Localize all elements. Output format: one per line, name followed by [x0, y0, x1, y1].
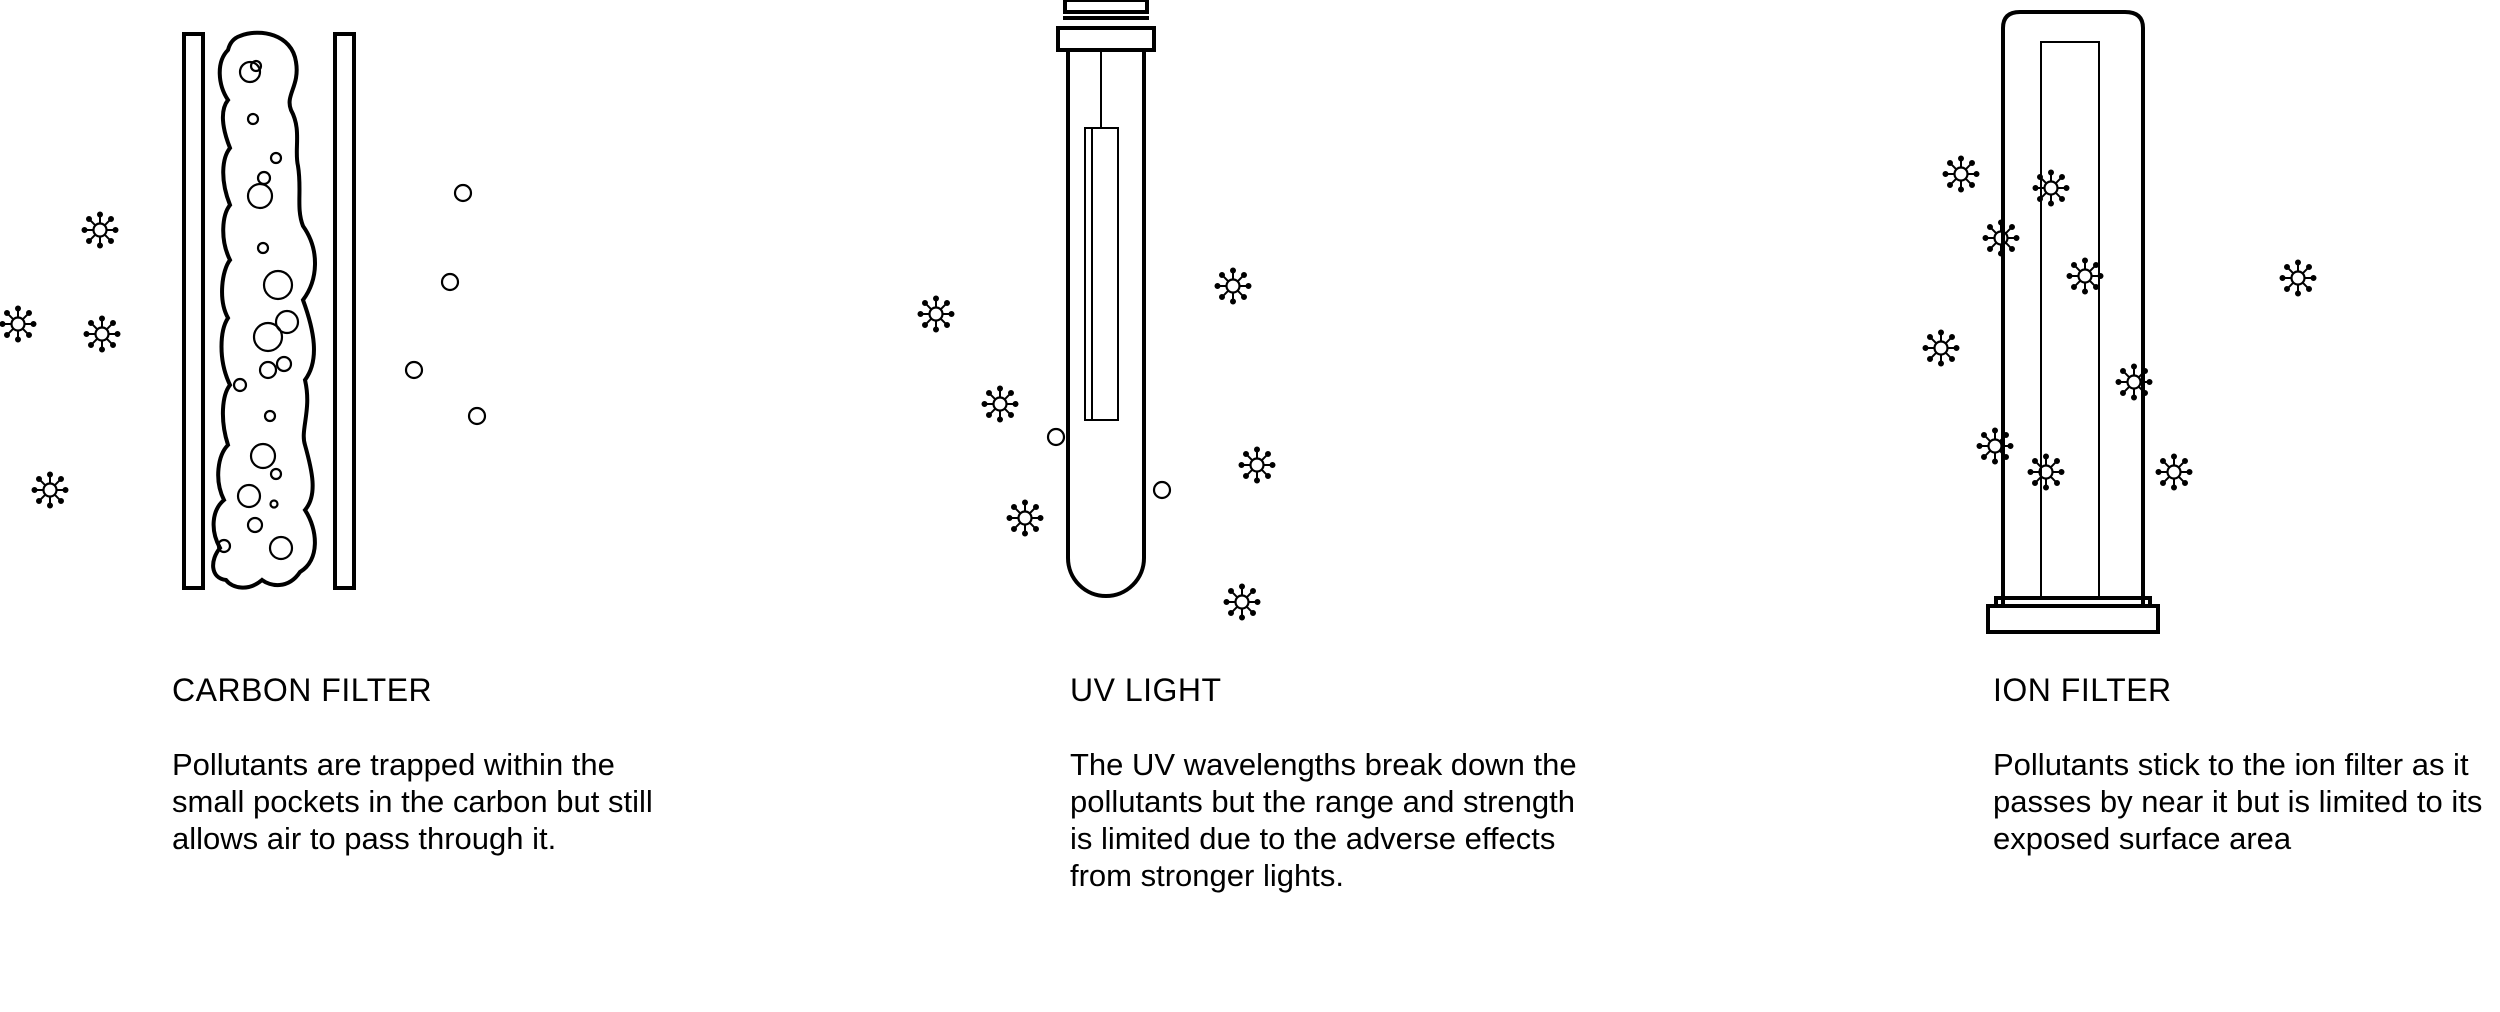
ion-filter-panel — [1900, 0, 2500, 1012]
ion-filter-core — [2041, 42, 2099, 598]
virus-icon — [2117, 365, 2152, 400]
virus-icon — [1944, 157, 1979, 192]
virus-icon — [1216, 269, 1251, 304]
panel-title: CARBON FILTER — [172, 672, 433, 708]
virus-icon — [2068, 259, 2103, 294]
pollutant-virus-icons — [1924, 157, 2316, 490]
carbon-filter-illustration — [0, 0, 620, 640]
virus-icon — [983, 387, 1018, 422]
panel-description: Pollutants are trapped within the small pockets in the carbon but still allows air to pass through it. — [172, 747, 653, 856]
virus-icon — [2029, 455, 2064, 490]
virus-icon — [1008, 501, 1043, 536]
virus-icon — [85, 317, 120, 352]
panel-title: ION FILTER — [1993, 672, 2172, 708]
carbon-pockets — [218, 61, 298, 559]
panel-description: Pollutants stick to the ion filter as it passes by near it but is limited to its exposed surface area — [1993, 747, 2483, 856]
ion-filter-housing — [1988, 12, 2158, 632]
panel-title: UV LIGHT — [1070, 672, 1222, 708]
filter-plate-right — [335, 34, 354, 588]
bubble-icon — [1154, 482, 1170, 498]
virus-icon — [83, 213, 118, 248]
uv-lamp — [1058, 0, 1154, 596]
bubble-icon — [442, 274, 458, 290]
virus-icon — [2034, 171, 2069, 206]
pollutant-virus-icons — [1, 213, 120, 508]
virus-icon — [1225, 585, 1260, 620]
uv-bulb-filament — [1085, 52, 1118, 420]
bubble-icon — [1048, 429, 1064, 445]
bubble-icon — [406, 362, 422, 378]
carbon-filter-panel — [0, 0, 653, 1012]
virus-icon — [2157, 455, 2192, 490]
virus-icon — [1240, 448, 1275, 483]
bubble-icon — [455, 185, 471, 201]
bubble-icon — [469, 408, 485, 424]
uv-light-illustration — [880, 0, 1500, 640]
virus-icon — [2281, 261, 2316, 296]
carbon-column — [213, 33, 315, 588]
clean-air-bubbles — [406, 185, 485, 424]
ion-filter-illustration — [1900, 0, 2500, 660]
virus-icon — [1, 307, 36, 342]
virus-icon — [919, 297, 954, 332]
virus-icon — [33, 473, 68, 508]
virus-icon — [1978, 429, 2013, 464]
pollutant-virus-icons — [919, 269, 1275, 620]
filter-plate-left — [184, 34, 203, 588]
uv-light-panel — [880, 0, 1577, 1012]
virus-icon — [1924, 331, 1959, 366]
panel-description: The UV wavelengths break down the pollutants but the range and strength is limited due to the adverse effects from stronger lights. — [1070, 747, 1577, 893]
